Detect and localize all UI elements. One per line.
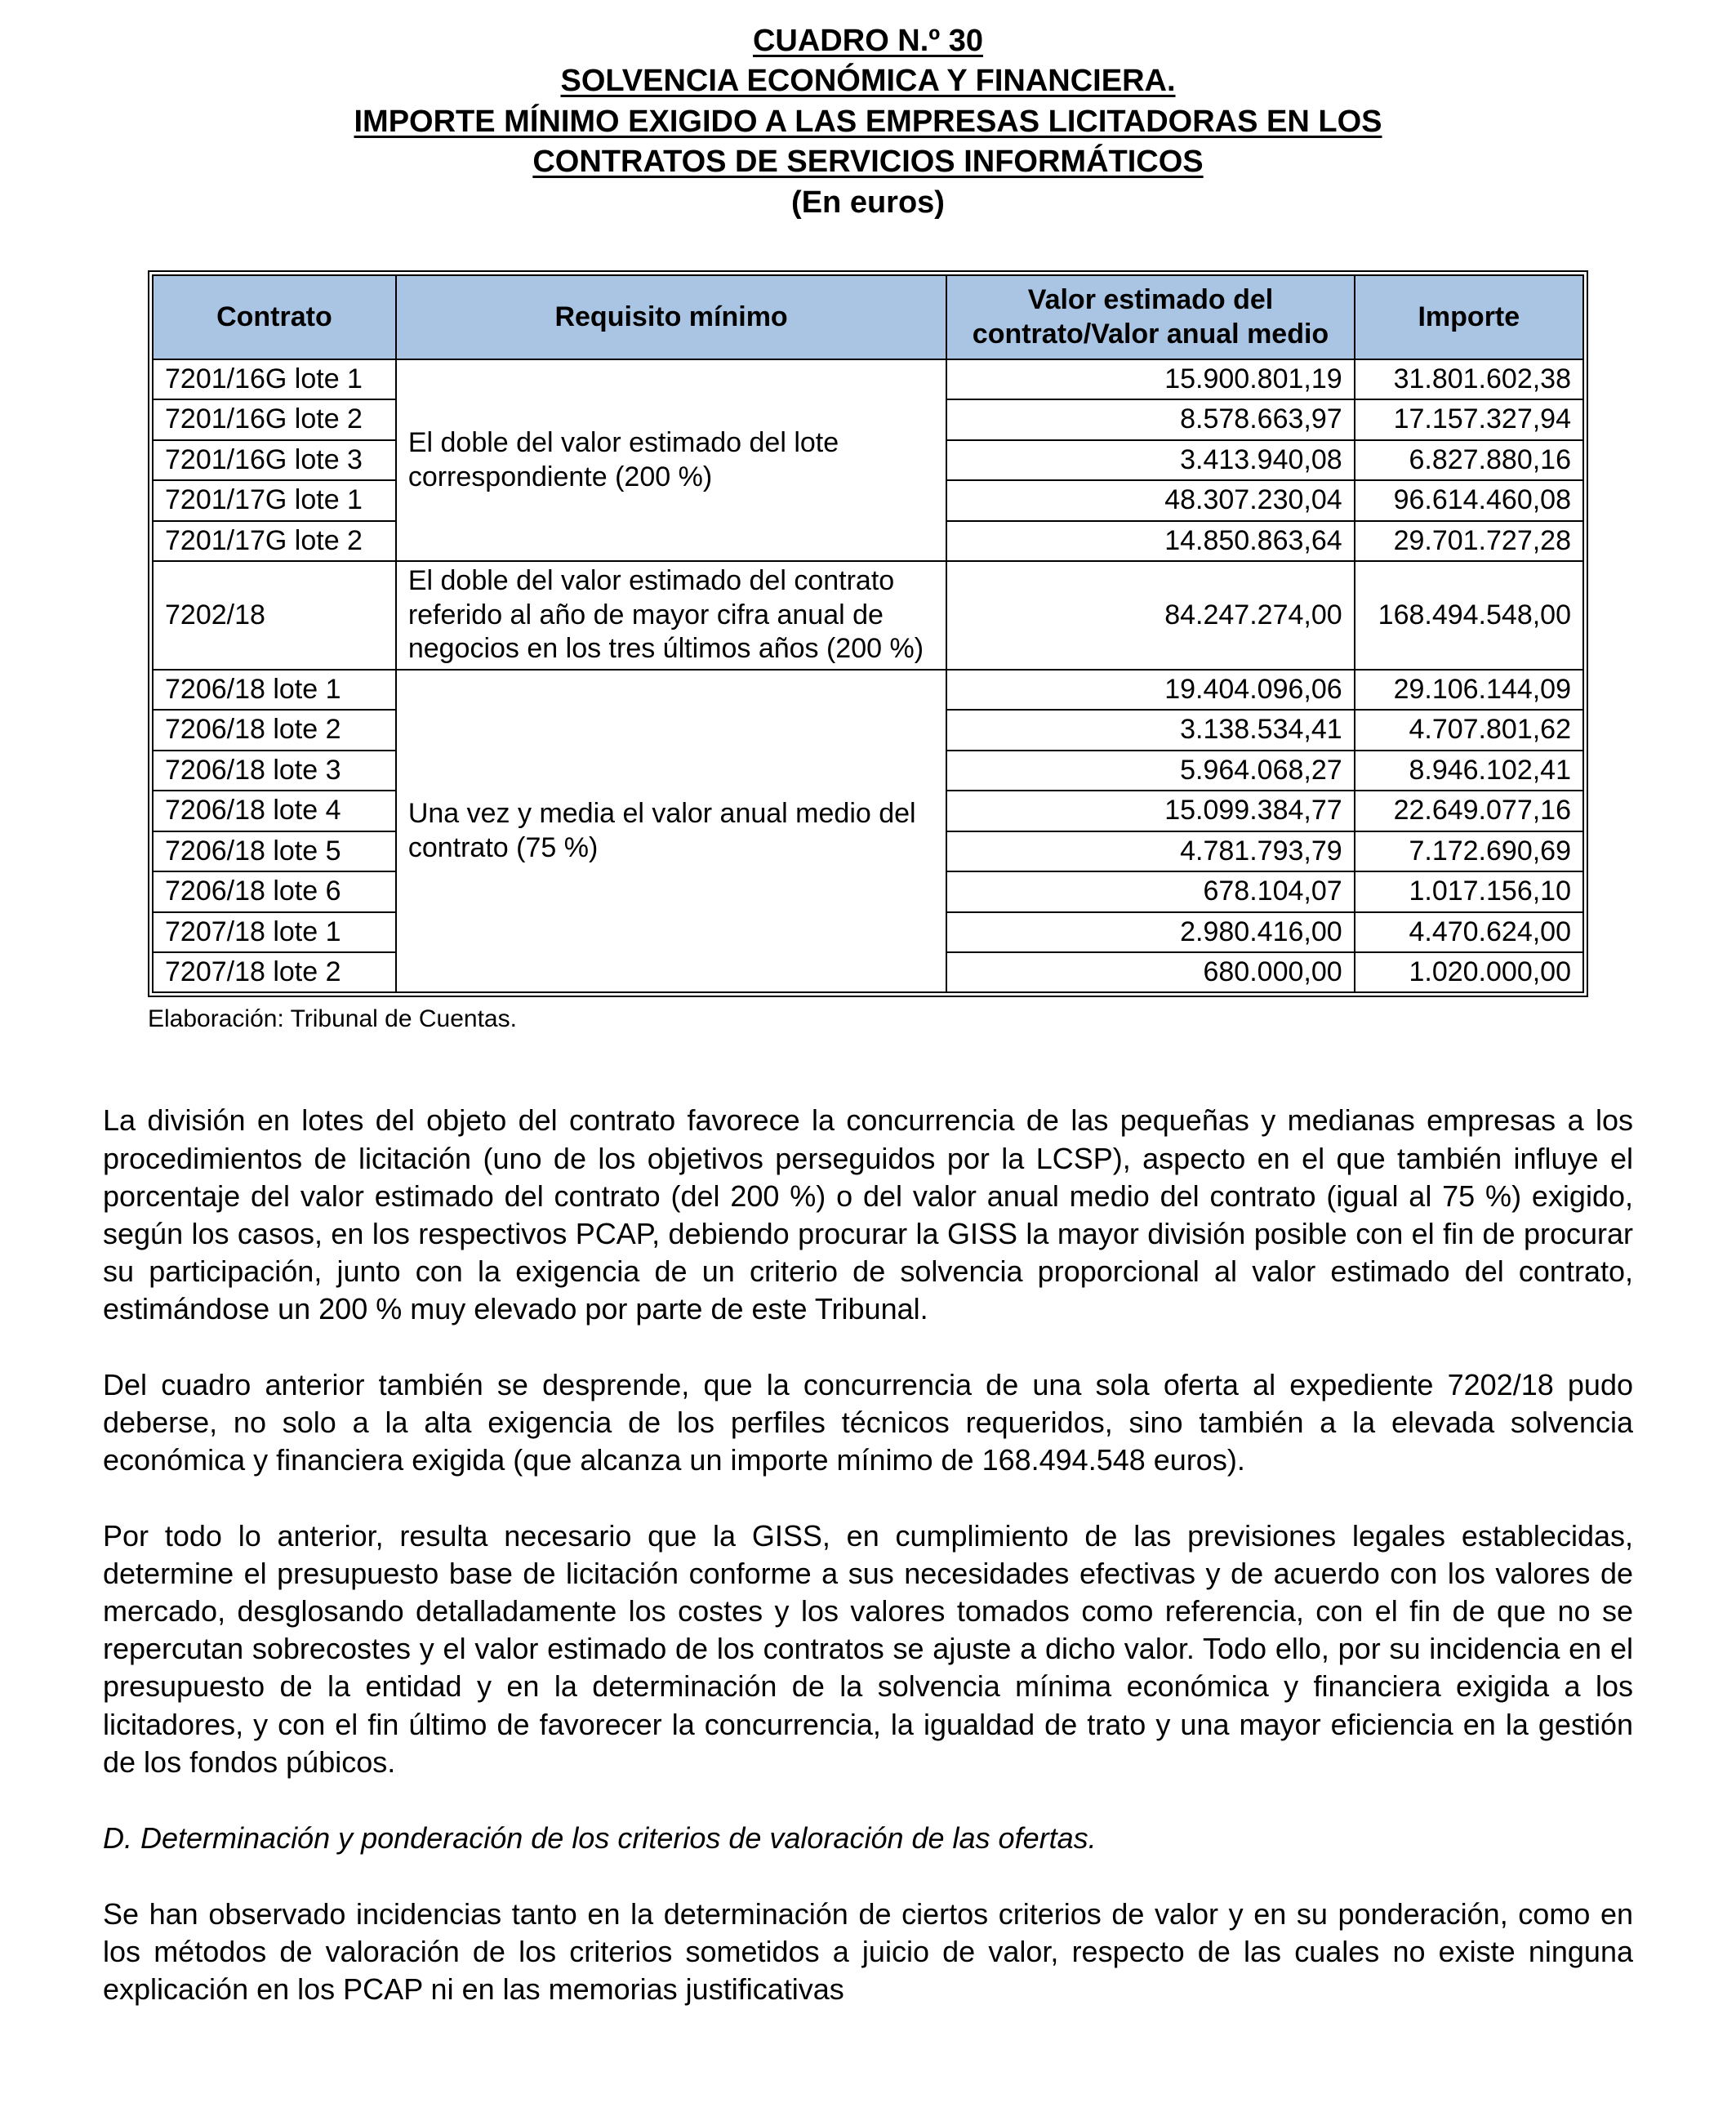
estimated-value-cell: 3.138.534,41: [946, 710, 1354, 750]
title-line-1: CUADRO N.º 30: [752, 24, 984, 58]
estimated-value-cell: 2.980.416,00: [946, 912, 1354, 952]
amount-cell: 4.707.801,62: [1355, 710, 1583, 750]
amount-cell: 29.701.727,28: [1355, 521, 1583, 561]
estimated-value-cell: 8.578.663,97: [946, 399, 1354, 439]
estimated-value-cell: 678.104,07: [946, 871, 1354, 911]
contract-cell: 7201/16G lote 3: [153, 440, 396, 480]
column-header-4: Importe: [1355, 275, 1583, 359]
estimated-value-cell: 19.404.096,06: [946, 670, 1354, 710]
paragraph-4: Se han observado incidencias tanto en la determinación de ciertos criterios de valor y en su ponderación, como en los métodos de valoración de los criterios sometidos a juicio de valor, respecto de las cuales no existe ninguna explicación en los PCAP ni en las memorias justificativas: [103, 1896, 1633, 2006]
contract-cell: 7201/17G lote 2: [153, 521, 396, 561]
estimated-value-cell: 15.099.384,77: [946, 791, 1354, 831]
requirement-cell: Una vez y media el valor anual medio del contrato (75 %): [396, 670, 947, 993]
estimated-value-cell: 680.000,00: [946, 952, 1354, 992]
requirement-cell: El doble del valor estimado del lote correspondiente (200 %): [396, 359, 947, 561]
solvency-table-frame: [148, 270, 1588, 998]
amount-cell: 4.470.624,00: [1355, 912, 1583, 952]
column-header-3: Valor estimado del contrato/Valor anual medio: [946, 275, 1354, 359]
contract-cell: 7201/16G lote 1: [153, 359, 396, 399]
contract-cell: 7206/18 lote 2: [153, 710, 396, 750]
amount-cell: 6.827.880,16: [1355, 440, 1583, 480]
column-header-2: Requisito mínimo: [396, 275, 947, 359]
amount-cell: 31.801.602,38: [1355, 359, 1583, 399]
body-text: [103, 1102, 1633, 2008]
title-line-2: SOLVENCIA ECONÓMICA Y FINANCIERA.: [560, 64, 1176, 99]
table-row: [153, 359, 1583, 399]
estimated-value-cell: 15.900.801,19: [946, 359, 1354, 399]
amount-cell: 29.106.144,09: [1355, 670, 1583, 710]
amount-cell: 168.494.548,00: [1355, 561, 1583, 669]
contract-cell: 7206/18 lote 5: [153, 831, 396, 871]
estimated-value-cell: 4.781.793,79: [946, 831, 1354, 871]
table-body: [153, 359, 1583, 993]
table-row: [153, 670, 1583, 710]
title-subtitle: (En euros): [791, 185, 945, 220]
contract-cell: 7201/17G lote 1: [153, 480, 396, 520]
amount-cell: 96.614.460,08: [1355, 480, 1583, 520]
solvency-table: [152, 274, 1584, 994]
estimated-value-cell: 84.247.274,00: [946, 561, 1354, 669]
title-line-4: CONTRATOS DE SERVICIOS INFORMÁTICOS: [532, 145, 1204, 180]
requirement-cell: El doble del valor estimado del contrato referido al año de mayor cifra anual de negocios en los tres últimos años (200 %): [396, 561, 947, 669]
amount-cell: 8.946.102,41: [1355, 751, 1583, 791]
amount-cell: 1.017.156,10: [1355, 871, 1583, 911]
contract-cell: 7206/18 lote 4: [153, 791, 396, 831]
amount-cell: 17.157.327,94: [1355, 399, 1583, 439]
section-heading: D. Determinación y ponderación de los criterios de valoración de las ofertas.: [103, 1820, 1097, 1855]
contract-cell: 7206/18 lote 6: [153, 871, 396, 911]
contract-cell: 7207/18 lote 2: [153, 952, 396, 992]
table-title-block: [103, 21, 1633, 223]
amount-cell: 7.172.690,69: [1355, 831, 1583, 871]
amount-cell: 1.020.000,00: [1355, 952, 1583, 992]
source-note: Elaboración: Tribunal de Cuentas.: [148, 1005, 517, 1033]
estimated-value-cell: 48.307.230,04: [946, 480, 1354, 520]
contract-cell: 7206/18 lote 1: [153, 670, 396, 710]
table-row: [153, 561, 1583, 669]
contract-cell: 7206/18 lote 3: [153, 751, 396, 791]
column-header-1: Contrato: [153, 275, 396, 359]
estimated-value-cell: 5.964.068,27: [946, 751, 1354, 791]
estimated-value-cell: 14.850.863,64: [946, 521, 1354, 561]
contract-cell: 7207/18 lote 1: [153, 912, 396, 952]
contract-cell: 7201/16G lote 2: [153, 399, 396, 439]
paragraph-2: Del cuadro anterior también se desprende, que la concurrencia de una sola oferta al expediente 7202/18 pudo deberse, no solo a la alta exigencia de los perfiles técnicos requeridos, sino también a la elevada solvencia económica y financiera exigida (que alcanza un importe mínimo de 168.494.548 euros).: [103, 1367, 1633, 1477]
table-header-row: [153, 275, 1583, 359]
title-line-3: IMPORTE MÍNIMO EXIGIDO A LAS EMPRESAS LICITADORAS EN LOS: [354, 104, 1382, 139]
amount-cell: 22.649.077,16: [1355, 791, 1583, 831]
estimated-value-cell: 3.413.940,08: [946, 440, 1354, 480]
paragraph-3: Por todo lo anterior, resulta necesario que la GISS, en cumplimiento de las previsiones legales establecidas, determine el presupuesto base de licitación conforme a sus necesidades efectivas y de acuerdo con los valores de mercado, desglosando detalladamente los costes y los valores tomados como referencia, con el fin de que no se repercutan sobrecostes y el valor estimado de los contratos se ajuste a dicho valor. Todo ello, por su incidencia en el presupuesto de la entidad y en la determinación de la solvencia mínima económica y financiera exigida a los licitadores, y con el fin último de favorecer la concurrencia, la igualdad de trato y una mayor eficiencia en la gestión de los fondos púbicos.: [103, 1519, 1633, 1779]
contract-cell: 7202/18: [153, 561, 396, 669]
paragraph-1: La división en lotes del objeto del contrato favorece la concurrencia de las pequeñas y medianas empresas a los procedimientos de licitación (uno de los objetivos perseguidos por la LCSP), aspecto en el que también influye el porcentaje del valor estimado del contrato (del 200 %) o del valor anual medio del contrato (igual al 75 %) exigido, según los casos, en los respectivos PCAP, debiendo procurar la GISS la mayor división posible con el fin de procurar su participación, junto con la exigencia de un criterio de solvencia proporcional al valor estimado del contrato, estimándose un 200 % muy elevado por parte de este Tribunal.: [103, 1103, 1633, 1326]
